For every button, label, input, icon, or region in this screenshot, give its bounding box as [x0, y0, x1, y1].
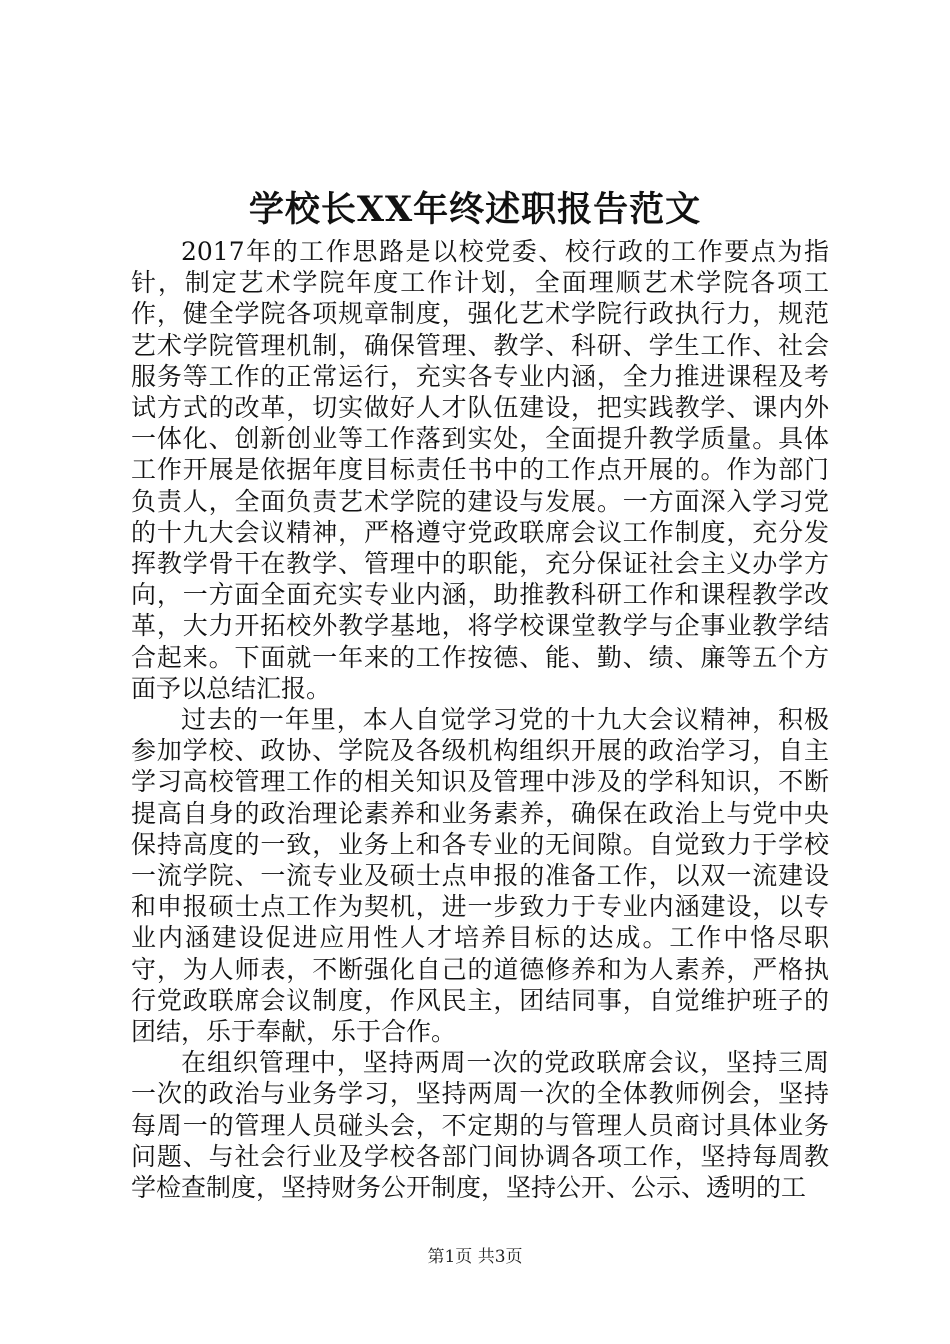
- paragraph-1: 2017年的工作思路是以校党委、校行政的工作要点为指针，制定艺术学院年度工作计划，全面理顺艺术学院各项工作，健全学院各项规章制度，强化艺术学院行政执行力，规范艺术学院管理机制，确保管理、教学、科研、学生工作、社会服务等工作的正常运行，充实各专业内涵，全力推进课程及考试方式的改革，切实做好人才队伍建设，把实践教学、课内外一体化、创新创业等工作落到实处，全面提升教学质量。具体工作开展是依据年度目标责任书中的工作点开展的。作为部门负责人，全面负责艺术学院的建设与发展。一方面深入学习党的十九大会议精神，严格遵守党政联席会议工作制度，充分发挥教学骨干在教学、管理中的职能，充分保证社会主义办学方向，一方面全面充实专业内涵，助推教科研工作和课程教学改革，大力开拓校外教学基地，将学校课堂教学与企事业教学结合起来。下面就一年来的工作按德、能、勤、绩、廉等五个方面予以总结汇报。: [131, 237, 829, 703]
- paragraph-2: 过去的一年里，本人自觉学习党的十九大会议精神，积极参加学校、政协、学院及各级机构组织开展的政治学习，自主学习高校管理工作的相关知识及管理中涉及的学科知识，不断提高自身的政治理论素养和业务素养，确保在政治上与党中央保持高度的一致，业务上和各专业的无间隙。自觉致力于学校一流学院、一流专业及硕士点申报的准备工作，以双一流建设和申报硕士点工作为契机，进一步致力于专业内涵建设，以专业内涵建设促进应用性人才培养目标的达成。工作中恪尽职守，为人师表，不断强化自己的道德修养和为人素养，严格执行党政联席会议制度，作风民主，团结同事，自觉维护班子的团结，乐于奉献，乐于合作。: [131, 705, 829, 1047]
- paragraph-3: 在组织管理中，坚持两周一次的党政联席会议，坚持三周一次的政治与业务学习，坚持两周一次的全体教师例会，坚持每周一的管理人员碰头会，不定期的与管理人员商讨具体业务问题、与社会行业及学校各部门间协调各项工作，坚持每周教学检查制度，坚持财务公开制度，坚持公开、公示、透明的工: [131, 1048, 829, 1203]
- document-title: 学校长XX年终述职报告范文: [248, 189, 702, 230]
- document-body: [131, 236, 829, 1203]
- page-footer: 第1页 共3页: [427, 1247, 523, 1267]
